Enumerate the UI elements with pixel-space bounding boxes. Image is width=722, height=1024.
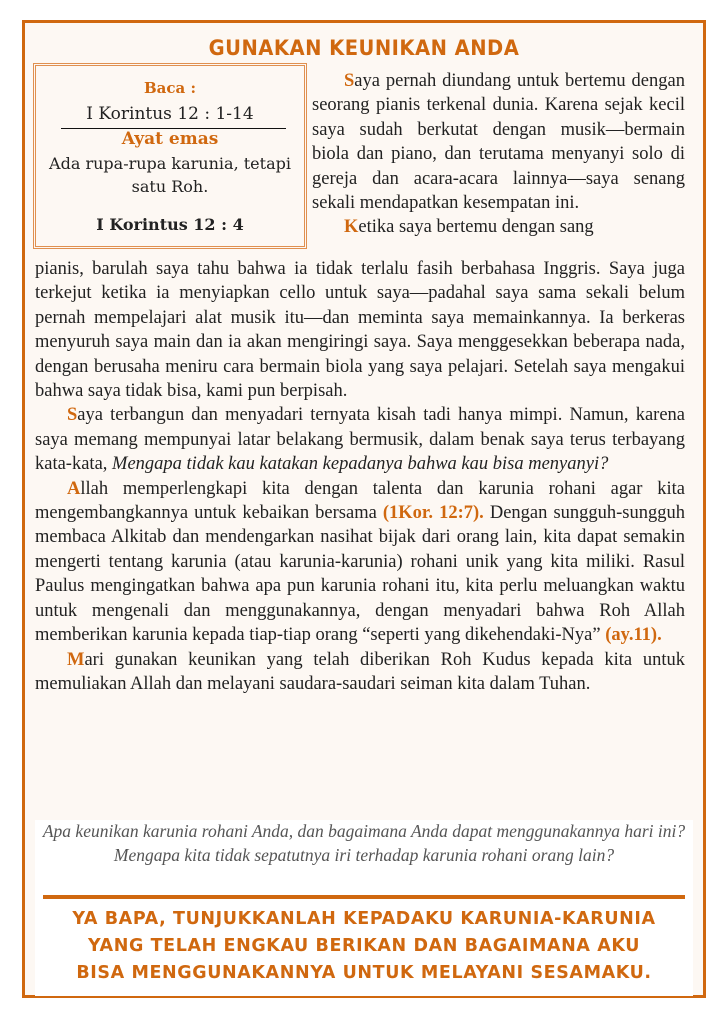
- paragraph-text: aya terbangun dan menyadari ternyata kisah tadi hanya mimpi. Namun, karena saya memang mempunyai latar belakang bermusik, dalam benak saya terus terbayang kata-kata,: [35, 405, 685, 475]
- golden-verse-reference: I Korintus 12 : 4: [96, 215, 244, 234]
- paragraph-text: ari gunakan keunikan yang telah diberikan Roh Kudus kepada kita untuk memuliakan Allah dan melayani saudara-saudari seiman kita dalam Tuhan.: [35, 649, 685, 694]
- scripture-box: [33, 63, 307, 249]
- paragraph-2-start: [312, 215, 685, 239]
- prayer: [35, 906, 693, 987]
- scripture-reference: (ay.11).: [605, 625, 662, 646]
- paragraph-5: [35, 648, 685, 697]
- golden-verse-text: Ada rupa-rupa karunia, tetapi satu Roh.: [49, 154, 291, 196]
- drop-cap: S: [67, 405, 78, 426]
- drop-cap: S: [344, 71, 355, 91]
- drop-cap: M: [67, 649, 85, 670]
- paragraph-text: etika saya bertemu dengan sang: [358, 217, 594, 238]
- prayer-line: BISA MENGGUNAKANNYA UNTUK MELAYANI SESAMAKU.: [76, 963, 652, 983]
- prayer-line: YANG TELAH ENGKAU BERIKAN DAN BAGAIMANA AKU: [87, 936, 641, 956]
- read-reference: I Korintus 12 : 1-14: [86, 104, 254, 124]
- scripture-reference: (1Kor. 12:7).: [382, 503, 484, 524]
- paragraph-text: llah memperlengkapi kita dengan talenta dan karunia rohani agar kita mengembangkannya untuk kebaikan bersama: [35, 478, 685, 524]
- page-frame: [22, 20, 706, 998]
- paragraph-4: [35, 477, 685, 648]
- divider: [43, 895, 685, 899]
- page-title: GUNAKAN KEUNIKAN ANDA: [208, 36, 520, 60]
- reflection-question: Apa keunikan karunia rohani Anda, dan bagaimana Anda dapat menggunakannya hari ini? Mengapa kita tidak sepatutnya iri terhadap karunia rohani orang lain?: [42, 821, 686, 865]
- paragraph-3: [35, 403, 685, 476]
- reflection-box: [35, 820, 693, 996]
- paragraph-text: Dengan sungguh-sungguh membaca Alkitab dan mendengarkan nasihat bijak dari orang lain, kita dapat semakin mengerti tentang karunia (atau karunia-karunia) rohani unik yang kita miliki. Rasul Paulus mengingatkan bahwa apa pun karunia rohani itu, kita perlu meluangkan waktu untuk mengenali dan menggunakannya, dengan menyadari bahwa Roh Allah memberikan karunia kepada tiap-tiap orang “seperti yang dikehendaki-Nya”: [35, 503, 686, 646]
- paragraph-2-continued: pianis, barulah saya tahu bahwa ia tidak terlalu fasih berbahasa Inggris. Saya juga terkejut ketika ia menyiapkan cello untuk saya—padahal saya sama sekali belum pernah mempelajari alat musik itu—dan meminta saya memainkannya. Ia berkeras menyuruh saya main dan ia akan mengiringi saya. Saya menggesekkan beberapa nada, dengan berusaha meniru cara bermain biola yang saya pelajari. Setelah saya mengakui bahwa saya tidak bisa, kami pun berpisah.: [35, 259, 685, 402]
- prayer-line: YA BAPA, TUNJUKKANLAH KEPADAKU KARUNIA-KARUNIA: [72, 909, 656, 929]
- drop-cap: A: [67, 478, 81, 499]
- paragraph-text: aya pernah diundang untuk bertemu dengan seorang pianis terkenal dunia. Karena sejak kecil saya sudah berkutat dengan musik—bermain biola dan piano, dan terutama menyanyi solo di gereja dan acara-acara lainnya—saya senang sekali mendapatkan kesempatan ini.: [312, 71, 685, 214]
- article-intro: [312, 69, 685, 240]
- article-body: [35, 257, 685, 696]
- golden-verse-label: Ayat emas: [121, 129, 219, 149]
- paragraph-1: [312, 69, 685, 215]
- drop-cap: K: [344, 217, 359, 238]
- italic-quote: Mengapa tidak kau katakan kepadanya bahwa kau bisa menyanyi?: [112, 454, 609, 475]
- read-label: Baca :: [143, 79, 196, 97]
